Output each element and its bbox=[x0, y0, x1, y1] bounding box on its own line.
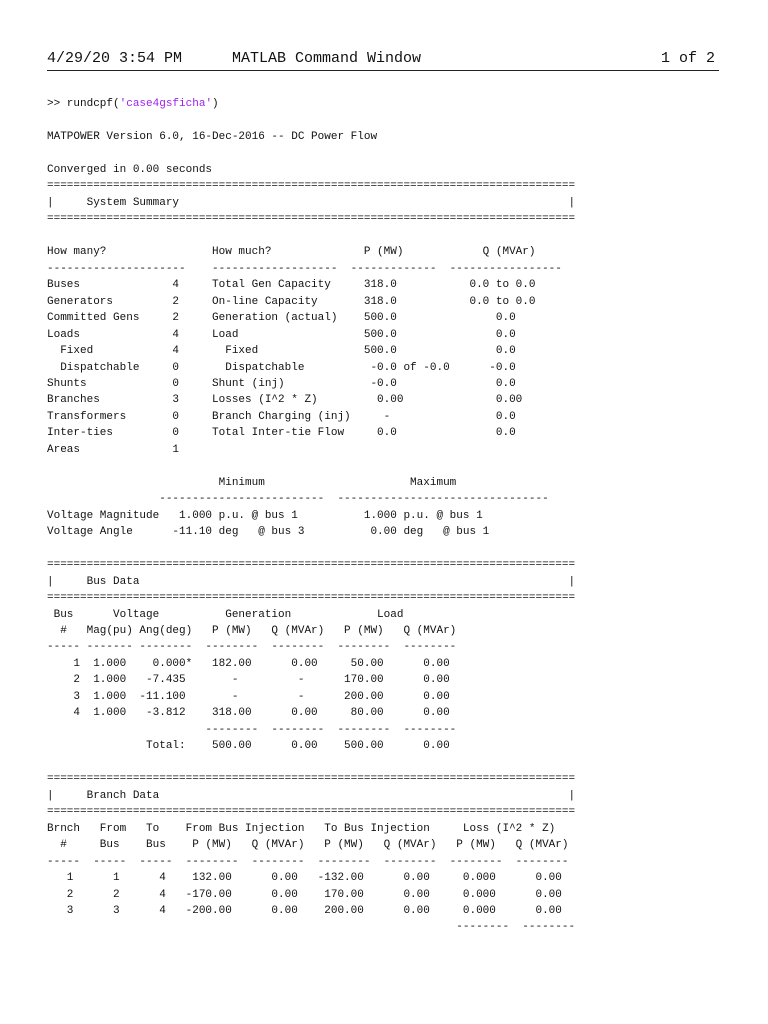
output-line: --------------------- ------------------- ------------- ----------------- bbox=[47, 262, 562, 275]
output-line: Inter-ties 0 Total Inter-tie Flow 0.0 0.0 bbox=[47, 427, 516, 440]
output-line: 4 1.000 -3.812 318.00 0.00 80.00 0.00 bbox=[47, 707, 450, 720]
output-line: ----- ----- ----- -------- -------- -------- -------- -------- -------- bbox=[47, 855, 569, 868]
output-line bbox=[47, 541, 647, 557]
output-line: ----- ------- -------- -------- -------- -------- -------- bbox=[47, 641, 457, 654]
output-lines bbox=[47, 112, 647, 935]
print-datetime: 4/29/20 3:54 PM bbox=[47, 50, 183, 67]
output-line bbox=[47, 458, 647, 474]
command-window-output bbox=[47, 96, 647, 936]
output-line: Branches 3 Losses (I^2 * Z) 0.00 0.00 bbox=[47, 394, 523, 407]
output-line: ================================================================================ bbox=[47, 806, 576, 819]
output-line: 3 1.000 -11.100 - - 200.00 0.00 bbox=[47, 690, 450, 703]
output-line: Areas 1 bbox=[47, 443, 180, 456]
print-page-number: 1 of 2 bbox=[660, 50, 715, 67]
output-line: Generators 2 On-line Capacity 318.0 0.0 to 0.0 bbox=[47, 295, 536, 308]
header-rule bbox=[47, 70, 719, 71]
command-string-arg: 'case4gsficha' bbox=[119, 98, 213, 110]
print-window-title: MATLAB Command Window bbox=[232, 50, 422, 67]
output-line: | Branch Data | bbox=[47, 789, 576, 802]
output-line: | System Summary | bbox=[47, 196, 576, 209]
output-line: Fixed 4 Fixed 500.0 0.0 bbox=[47, 345, 516, 358]
output-line: ================================================================================ bbox=[47, 213, 576, 226]
output-line: Voltage Angle -11.10 deg @ bus 3 0.00 deg @ bus 1 bbox=[47, 526, 490, 539]
output-line: Minimum Maximum bbox=[47, 476, 457, 489]
output-line: How many? How much? P (MW) Q (MVAr) bbox=[47, 246, 536, 259]
output-line: Committed Gens 2 Generation (actual) 500.0 0.0 bbox=[47, 312, 516, 325]
output-line: Voltage Magnitude 1.000 p.u. @ bus 1 1.000 p.u. @ bus 1 bbox=[47, 509, 483, 522]
output-line: 2 1.000 -7.435 - - 170.00 0.00 bbox=[47, 674, 450, 687]
output-line: MATPOWER Version 6.0, 16-Dec-2016 -- DC Power Flow bbox=[47, 130, 378, 143]
output-line: ================================================================================ bbox=[47, 592, 576, 605]
output-line bbox=[47, 755, 647, 771]
output-line: ================================================================================ bbox=[47, 559, 576, 572]
output-line: Shunts 0 Shunt (inj) -0.0 0.0 bbox=[47, 377, 516, 390]
output-line: Bus Voltage Generation Load bbox=[47, 608, 404, 621]
output-line: ================================================================================ bbox=[47, 180, 576, 193]
output-line bbox=[47, 228, 647, 244]
command-prompt: >> rundcpf( bbox=[47, 98, 120, 110]
output-line: Brnch From To From Bus Injection To Bus Injection Loss (I^2 * Z) bbox=[47, 822, 556, 835]
output-line: 1 1 4 132.00 0.00 -132.00 0.00 0.000 0.00 bbox=[47, 872, 562, 885]
output-line: Transformers 0 Branch Charging (inj) - 0.0 bbox=[47, 410, 516, 423]
output-line: ================================================================================ bbox=[47, 773, 576, 786]
output-line: | Bus Data | bbox=[47, 575, 576, 588]
output-line bbox=[47, 145, 647, 161]
command-suffix: ) bbox=[212, 98, 219, 110]
output-line: Dispatchable 0 Dispatchable -0.0 of -0.0 -0.0 bbox=[47, 361, 516, 374]
output-line: Converged in 0.00 seconds bbox=[47, 163, 213, 176]
output-line: -------- -------- bbox=[47, 921, 576, 934]
output-line: 3 3 4 -200.00 0.00 200.00 0.00 0.000 0.00 bbox=[47, 904, 562, 917]
output-line: # Mag(pu) Ang(deg) P (MW) Q (MVAr) P (MW) Q (MVAr) bbox=[47, 625, 457, 637]
output-line: # Bus Bus P (MW) Q (MVAr) P (MW) Q (MVAr) P (MW) Q (MVAr) bbox=[47, 839, 569, 852]
output-line: 1 1.000 0.000* 182.00 0.00 50.00 0.00 bbox=[47, 657, 450, 670]
output-line: Total: 500.00 0.00 500.00 0.00 bbox=[47, 740, 450, 753]
output-line: -------- -------- -------- -------- bbox=[47, 723, 457, 736]
output-line: ------------------------- -------------------------------- bbox=[47, 493, 549, 506]
print-header bbox=[47, 50, 719, 70]
command-line bbox=[47, 96, 647, 112]
output-line: 2 2 4 -170.00 0.00 170.00 0.00 0.000 0.00 bbox=[47, 888, 562, 901]
output-line: Buses 4 Total Gen Capacity 318.0 0.0 to 0.0 bbox=[47, 279, 536, 292]
output-line bbox=[47, 112, 647, 128]
output-line: Loads 4 Load 500.0 0.0 bbox=[47, 328, 516, 341]
